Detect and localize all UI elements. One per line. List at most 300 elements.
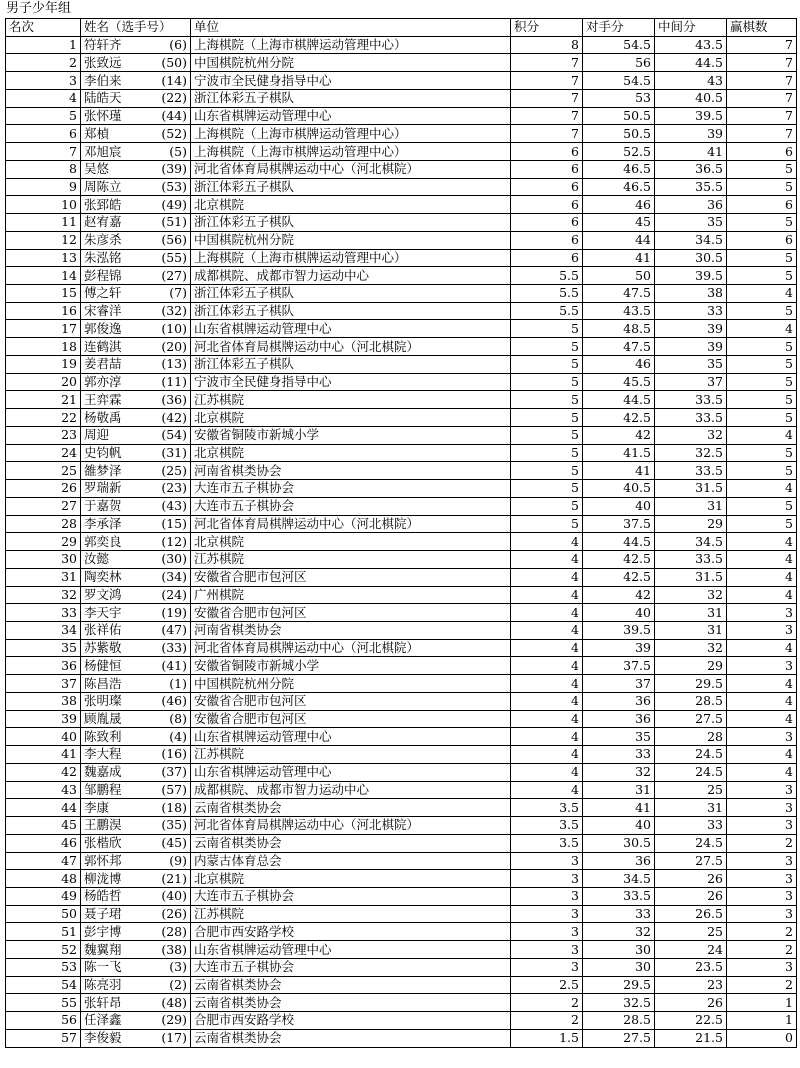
- rank-cell: 27: [6, 497, 81, 515]
- name-cell: [81, 1029, 191, 1047]
- player-number: (35): [161, 817, 187, 833]
- wins-cell: 4: [727, 480, 797, 498]
- middle-score-cell: 33.5: [655, 551, 727, 569]
- wins-cell: 7: [727, 54, 797, 72]
- opponent-score-cell: 44: [583, 231, 655, 249]
- player-number: (54): [161, 427, 187, 443]
- unit-cell: 浙江体彩五子棋队: [191, 89, 511, 107]
- rank-cell: 9: [6, 178, 81, 196]
- player-name: 王弈霖: [84, 391, 122, 407]
- player-number: (17): [161, 1030, 187, 1046]
- score-cell: 1.5: [511, 1029, 583, 1047]
- player-name: 周迎: [84, 427, 110, 443]
- unit-cell: 山东省棋牌运动管理中心: [191, 728, 511, 746]
- player-number: (4): [169, 728, 187, 744]
- rank-cell: 48: [6, 870, 81, 888]
- opponent-score-cell: 28.5: [583, 1012, 655, 1030]
- wins-cell: 3: [727, 817, 797, 835]
- player-name: 罗文鸿: [84, 586, 122, 602]
- player-number: (52): [161, 125, 187, 141]
- wins-cell: 2: [727, 923, 797, 941]
- opponent-score-cell: 54.5: [583, 72, 655, 90]
- opponent-score-cell: 36: [583, 710, 655, 728]
- score-cell: 4: [511, 568, 583, 586]
- opponent-score-cell: 50.5: [583, 107, 655, 125]
- opponent-score-cell: 47.5: [583, 338, 655, 356]
- rank-cell: 25: [6, 462, 81, 480]
- wins-cell: 4: [727, 285, 797, 303]
- opponent-score-cell: 47.5: [583, 285, 655, 303]
- player-name: 郭俊逸: [84, 320, 122, 336]
- header-unit: 单位: [191, 19, 511, 37]
- middle-score-cell: 31: [655, 604, 727, 622]
- opponent-score-cell: 41.5: [583, 444, 655, 462]
- name-cell: [81, 621, 191, 639]
- player-number: (44): [161, 108, 187, 124]
- opponent-score-cell: 40.5: [583, 480, 655, 498]
- opponent-score-cell: 42.5: [583, 551, 655, 569]
- table-row: [6, 621, 797, 639]
- unit-cell: 浙江体彩五子棋队: [191, 178, 511, 196]
- score-cell: 3: [511, 958, 583, 976]
- score-cell: 5: [511, 338, 583, 356]
- page-title: 男子少年组: [6, 1, 72, 16]
- name-cell: [81, 994, 191, 1012]
- rank-cell: 14: [6, 267, 81, 285]
- table-row: [6, 444, 797, 462]
- middle-score-cell: 39.5: [655, 107, 727, 125]
- score-cell: 6: [511, 231, 583, 249]
- opponent-score-cell: 33.5: [583, 887, 655, 905]
- score-cell: 4: [511, 763, 583, 781]
- rank-cell: 56: [6, 1012, 81, 1030]
- name-cell: [81, 817, 191, 835]
- opponent-score-cell: 42.5: [583, 568, 655, 586]
- unit-cell: 大连市五子棋协会: [191, 480, 511, 498]
- score-cell: 5: [511, 426, 583, 444]
- table-row: [6, 72, 797, 90]
- wins-cell: 5: [727, 338, 797, 356]
- rank-cell: 50: [6, 905, 81, 923]
- unit-cell: 河北省体育局棋牌运动中心（河北棋院）: [191, 515, 511, 533]
- score-cell: 4: [511, 586, 583, 604]
- unit-cell: 河南省棋类协会: [191, 621, 511, 639]
- wins-cell: 7: [727, 36, 797, 54]
- table-row: [6, 817, 797, 835]
- name-cell: [81, 338, 191, 356]
- wins-cell: 3: [727, 905, 797, 923]
- middle-score-cell: 37: [655, 373, 727, 391]
- middle-score-cell: 39.5: [655, 267, 727, 285]
- player-name: 朱泓铭: [84, 249, 122, 265]
- score-cell: 5.5: [511, 302, 583, 320]
- opponent-score-cell: 46.5: [583, 160, 655, 178]
- player-number: (5): [169, 143, 187, 159]
- score-cell: 7: [511, 125, 583, 143]
- opponent-score-cell: 40: [583, 497, 655, 515]
- player-name: 陈亮羽: [84, 977, 122, 993]
- player-name: 杨皓哲: [84, 888, 122, 904]
- opponent-score-cell: 34.5: [583, 870, 655, 888]
- player-name: 姜君喆: [84, 356, 122, 372]
- table-row: [6, 515, 797, 533]
- unit-cell: 中国棋院杭州分院: [191, 675, 511, 693]
- player-name: 周陈立: [84, 178, 122, 194]
- score-cell: 5.5: [511, 267, 583, 285]
- unit-cell: 广州棋院: [191, 586, 511, 604]
- middle-score-cell: 27.5: [655, 852, 727, 870]
- player-name: 任泽鑫: [84, 1012, 122, 1028]
- player-number: (37): [161, 764, 187, 780]
- opponent-score-cell: 46: [583, 355, 655, 373]
- rank-cell: 42: [6, 763, 81, 781]
- unit-cell: 北京棋院: [191, 533, 511, 551]
- middle-score-cell: 38: [655, 285, 727, 303]
- wins-cell: 3: [727, 958, 797, 976]
- player-number: (1): [169, 675, 187, 691]
- name-cell: [81, 320, 191, 338]
- unit-cell: 安徽省合肥市包河区: [191, 604, 511, 622]
- middle-score-cell: 23: [655, 976, 727, 994]
- rank-cell: 44: [6, 799, 81, 817]
- rank-cell: 1: [6, 36, 81, 54]
- name-cell: [81, 515, 191, 533]
- wins-cell: 3: [727, 657, 797, 675]
- player-name: 陈一飞: [84, 959, 122, 975]
- opponent-score-cell: 31: [583, 781, 655, 799]
- score-cell: 6: [511, 196, 583, 214]
- name-cell: [81, 125, 191, 143]
- middle-score-cell: 24.5: [655, 763, 727, 781]
- rank-cell: 20: [6, 373, 81, 391]
- name-cell: [81, 533, 191, 551]
- unit-cell: 浙江体彩五子棋队: [191, 214, 511, 232]
- table-row: [6, 89, 797, 107]
- score-cell: 4: [511, 728, 583, 746]
- wins-cell: 3: [727, 781, 797, 799]
- name-cell: [81, 551, 191, 569]
- wins-cell: 7: [727, 89, 797, 107]
- header-middle-score: 中间分: [655, 19, 727, 37]
- score-cell: 2.5: [511, 976, 583, 994]
- player-name: 雒梦泽: [84, 462, 122, 478]
- opponent-score-cell: 36: [583, 692, 655, 710]
- unit-cell: 河北省体育局棋牌运动中心（河北棋院）: [191, 160, 511, 178]
- score-cell: 2: [511, 994, 583, 1012]
- wins-cell: 6: [727, 231, 797, 249]
- rank-cell: 36: [6, 657, 81, 675]
- rank-cell: 47: [6, 852, 81, 870]
- table-row: [6, 196, 797, 214]
- opponent-score-cell: 41: [583, 799, 655, 817]
- player-name: 李天宇: [84, 604, 122, 620]
- opponent-score-cell: 42: [583, 426, 655, 444]
- rank-cell: 2: [6, 54, 81, 72]
- score-cell: 3: [511, 905, 583, 923]
- wins-cell: 4: [727, 675, 797, 693]
- middle-score-cell: 35: [655, 355, 727, 373]
- wins-cell: 5: [727, 178, 797, 196]
- name-cell: [81, 214, 191, 232]
- opponent-score-cell: 32: [583, 923, 655, 941]
- name-cell: [81, 480, 191, 498]
- opponent-score-cell: 46: [583, 196, 655, 214]
- middle-score-cell: 24.5: [655, 746, 727, 764]
- table-row: [6, 107, 797, 125]
- unit-cell: 安徽省铜陵市新城小学: [191, 657, 511, 675]
- opponent-score-cell: 30.5: [583, 834, 655, 852]
- score-cell: 3: [511, 870, 583, 888]
- wins-cell: 5: [727, 462, 797, 480]
- player-name: 王鹏淏: [84, 817, 122, 833]
- opponent-score-cell: 41: [583, 462, 655, 480]
- player-name: 张明璨: [84, 693, 122, 709]
- wins-cell: 4: [727, 746, 797, 764]
- table-row: [6, 976, 797, 994]
- player-number: (53): [161, 178, 187, 194]
- rank-cell: 38: [6, 692, 81, 710]
- player-name: 于嘉贺: [84, 498, 122, 514]
- player-number: (7): [169, 285, 187, 301]
- player-number: (22): [161, 90, 187, 106]
- opponent-score-cell: 44.5: [583, 391, 655, 409]
- player-number: (57): [161, 781, 187, 797]
- wins-cell: 3: [727, 852, 797, 870]
- score-cell: 4: [511, 692, 583, 710]
- player-name: 郭怀邦: [84, 852, 122, 868]
- rank-cell: 18: [6, 338, 81, 356]
- score-cell: 4: [511, 675, 583, 693]
- wins-cell: 3: [727, 870, 797, 888]
- unit-cell: 北京棋院: [191, 870, 511, 888]
- table-row: [6, 36, 797, 54]
- middle-score-cell: 32: [655, 426, 727, 444]
- middle-score-cell: 27.5: [655, 710, 727, 728]
- name-cell: [81, 692, 191, 710]
- wins-cell: 1: [727, 1012, 797, 1030]
- wins-cell: 5: [727, 515, 797, 533]
- score-cell: 6: [511, 160, 583, 178]
- unit-cell: 上海棋院（上海市棋牌运动管理中心）: [191, 125, 511, 143]
- unit-cell: 浙江体彩五子棋队: [191, 302, 511, 320]
- unit-cell: 北京棋院: [191, 444, 511, 462]
- unit-cell: 安徽省合肥市包河区: [191, 692, 511, 710]
- wins-cell: 4: [727, 568, 797, 586]
- rank-cell: 52: [6, 941, 81, 959]
- player-number: (2): [169, 977, 187, 993]
- table-row: [6, 657, 797, 675]
- name-cell: [81, 355, 191, 373]
- table-row: [6, 533, 797, 551]
- player-number: (8): [169, 711, 187, 726]
- name-cell: [81, 923, 191, 941]
- middle-score-cell: 31: [655, 621, 727, 639]
- player-number: (41): [161, 657, 187, 673]
- rank-cell: 6: [6, 125, 81, 143]
- player-number: (47): [161, 622, 187, 638]
- table-row: [6, 391, 797, 409]
- rank-cell: 16: [6, 302, 81, 320]
- middle-score-cell: 30.5: [655, 249, 727, 267]
- player-name: 张致远: [84, 54, 122, 70]
- player-number: (33): [161, 640, 187, 656]
- rank-cell: 55: [6, 994, 81, 1012]
- rank-cell: 23: [6, 426, 81, 444]
- score-cell: 3: [511, 941, 583, 959]
- wins-cell: 5: [727, 497, 797, 515]
- score-cell: 4: [511, 551, 583, 569]
- player-name: 陈昌浩: [84, 675, 122, 691]
- table-row: [6, 320, 797, 338]
- table-row: [6, 231, 797, 249]
- opponent-score-cell: 39: [583, 639, 655, 657]
- player-number: (29): [161, 1012, 187, 1028]
- player-number: (23): [161, 480, 187, 496]
- player-name: 张祥佑: [84, 622, 122, 638]
- rank-cell: 19: [6, 355, 81, 373]
- middle-score-cell: 26: [655, 887, 727, 905]
- table-row: [6, 763, 797, 781]
- table-row: [6, 941, 797, 959]
- rank-cell: 24: [6, 444, 81, 462]
- name-cell: [81, 231, 191, 249]
- middle-score-cell: 31: [655, 497, 727, 515]
- middle-score-cell: 25: [655, 781, 727, 799]
- player-name: 张楷欣: [84, 835, 122, 851]
- player-number: (3): [169, 959, 187, 975]
- opponent-score-cell: 42.5: [583, 409, 655, 427]
- unit-cell: 大连市五子棋协会: [191, 958, 511, 976]
- player-name: 李康: [84, 799, 110, 815]
- player-number: (30): [161, 551, 187, 567]
- unit-cell: 云南省棋类协会: [191, 799, 511, 817]
- score-cell: 2: [511, 1012, 583, 1030]
- name-cell: [81, 586, 191, 604]
- wins-cell: 2: [727, 834, 797, 852]
- middle-score-cell: 35: [655, 214, 727, 232]
- player-name: 顾胤晟: [84, 711, 122, 726]
- rank-cell: 11: [6, 214, 81, 232]
- middle-score-cell: 21.5: [655, 1029, 727, 1047]
- table-row: [6, 302, 797, 320]
- score-cell: 4: [511, 710, 583, 728]
- name-cell: [81, 36, 191, 54]
- wins-cell: 4: [727, 692, 797, 710]
- player-name: 符轩齐: [84, 37, 122, 53]
- player-number: (10): [161, 320, 187, 336]
- opponent-score-cell: 33: [583, 905, 655, 923]
- unit-cell: 中国棋院杭州分院: [191, 231, 511, 249]
- opponent-score-cell: 30: [583, 958, 655, 976]
- score-cell: 4: [511, 639, 583, 657]
- name-cell: [81, 870, 191, 888]
- wins-cell: 5: [727, 373, 797, 391]
- player-name: 柳泷博: [84, 870, 122, 886]
- middle-score-cell: 33: [655, 817, 727, 835]
- unit-cell: 北京棋院: [191, 196, 511, 214]
- name-cell: [81, 710, 191, 728]
- wins-cell: 5: [727, 267, 797, 285]
- player-number: (51): [161, 214, 187, 230]
- table-row: [6, 994, 797, 1012]
- name-cell: [81, 905, 191, 923]
- rank-cell: 15: [6, 285, 81, 303]
- wins-cell: 4: [727, 710, 797, 728]
- opponent-score-cell: 32.5: [583, 994, 655, 1012]
- middle-score-cell: 33.5: [655, 391, 727, 409]
- score-cell: 5: [511, 355, 583, 373]
- name-cell: [81, 852, 191, 870]
- name-cell: [81, 887, 191, 905]
- opponent-score-cell: 50: [583, 267, 655, 285]
- middle-score-cell: 29: [655, 515, 727, 533]
- wins-cell: 3: [727, 799, 797, 817]
- wins-cell: 4: [727, 551, 797, 569]
- opponent-score-cell: 35: [583, 728, 655, 746]
- name-cell: [81, 107, 191, 125]
- player-name: 张轩昂: [84, 994, 122, 1010]
- player-name: 史钧帆: [84, 444, 122, 460]
- player-number: (6): [169, 37, 187, 53]
- table-row: [6, 355, 797, 373]
- player-name: 汝懿: [84, 551, 110, 567]
- opponent-score-cell: 37.5: [583, 657, 655, 675]
- table-row: [6, 852, 797, 870]
- table-row: [6, 728, 797, 746]
- player-name: 朱彦杀: [84, 232, 122, 248]
- rank-cell: 12: [6, 231, 81, 249]
- name-cell: [81, 373, 191, 391]
- middle-score-cell: 31: [655, 799, 727, 817]
- player-number: (19): [161, 604, 187, 620]
- player-number: (45): [161, 835, 187, 851]
- score-cell: 5: [511, 320, 583, 338]
- name-cell: [81, 497, 191, 515]
- opponent-score-cell: 36: [583, 852, 655, 870]
- player-name: 张怀瑾: [84, 108, 122, 124]
- name-cell: [81, 799, 191, 817]
- unit-cell: 上海棋院（上海市棋牌运动管理中心）: [191, 36, 511, 54]
- wins-cell: 7: [727, 125, 797, 143]
- unit-cell: 成都棋院、成都市智力运动中心: [191, 781, 511, 799]
- table-row: [6, 249, 797, 267]
- name-cell: [81, 391, 191, 409]
- middle-score-cell: 32: [655, 639, 727, 657]
- unit-cell: 上海棋院（上海市棋牌运动管理中心）: [191, 249, 511, 267]
- middle-score-cell: 26.5: [655, 905, 727, 923]
- rank-cell: 35: [6, 639, 81, 657]
- wins-cell: 5: [727, 444, 797, 462]
- unit-cell: 江苏棋院: [191, 391, 511, 409]
- name-cell: [81, 763, 191, 781]
- opponent-score-cell: 45.5: [583, 373, 655, 391]
- unit-cell: 中国棋院杭州分院: [191, 54, 511, 72]
- rank-cell: 51: [6, 923, 81, 941]
- table-row: [6, 480, 797, 498]
- wins-cell: 4: [727, 763, 797, 781]
- table-row: [6, 568, 797, 586]
- unit-cell: 大连市五子棋协会: [191, 887, 511, 905]
- wins-cell: 4: [727, 320, 797, 338]
- player-number: (50): [161, 54, 187, 70]
- player-name: 苏紫敬: [84, 640, 122, 656]
- unit-cell: 宁波市全民健身指导中心: [191, 373, 511, 391]
- table-row: [6, 178, 797, 196]
- score-cell: 5.5: [511, 285, 583, 303]
- opponent-score-cell: 30: [583, 941, 655, 959]
- opponent-score-cell: 37.5: [583, 515, 655, 533]
- name-cell: [81, 285, 191, 303]
